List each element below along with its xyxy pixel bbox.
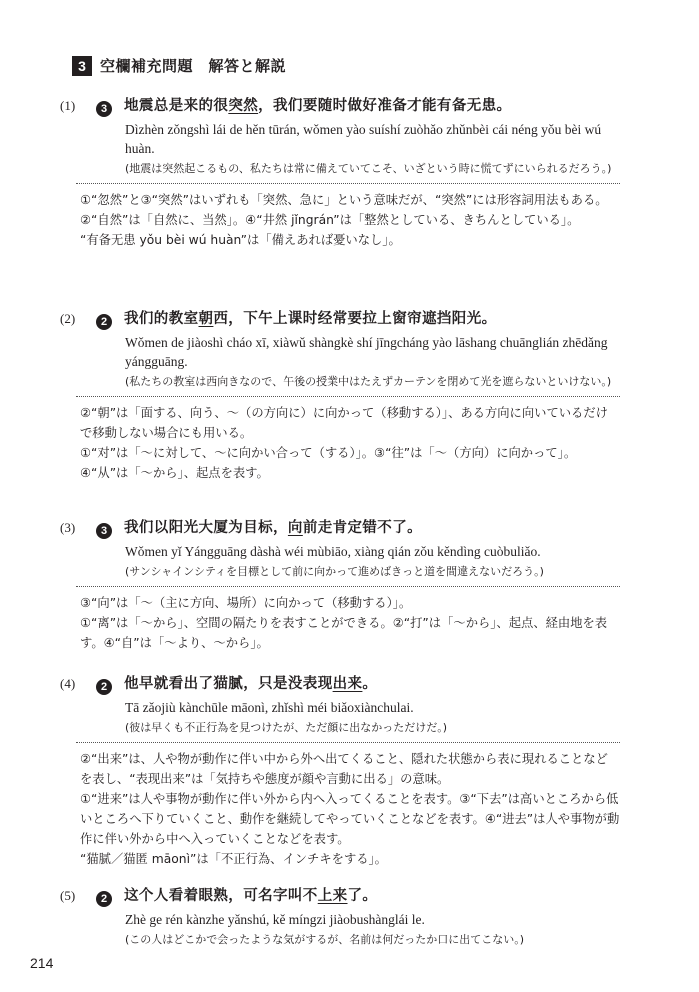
blank-answer: 朝 [198,311,214,327]
question-number: (5) [60,888,76,903]
japanese-translation: (彼は早くも不正行為を見つけたが、ただ顔に出なかっただけだ。) [125,721,448,734]
question-3 [60,516,620,653]
pinyin: Wǒmen de jiàoshì cháo xī, xiàwǔ shàngkè shí jīngcháng yào lāshang chuānglián zhēdǎng yángguāng. [125,335,608,369]
japanese-translation: (私たちの教室は西向きなので、午後の授業中はたえずカーテンを閉めて光を遮らないといけない。) [125,375,612,388]
question-number: (1) [60,98,76,113]
section-heading [72,55,286,76]
question-number: (3) [60,520,76,535]
divider [76,742,620,743]
answer-badge: 2 [96,679,112,695]
chinese-sentence: 他早就看出了猫腻，只是没表现出来。 [124,676,378,692]
question-5 [60,884,620,948]
japanese-translation: (この人はどこかで会ったような気がするが、名前は何だったか口に出てこない。) [125,933,525,946]
question-2 [60,307,620,483]
answer-badge: 3 [96,523,112,539]
explanation: ①“忽然”と③“突然”はいずれも「突然、急に」という意味だが、“突然”には形容詞用法もある。 ②“自然”は「自然に、当然」。④“井然 jǐngrán”は「整然としている、きちんとしている」。 “有备无患 yǒu bèi wú huàn”は「備えあれば憂いなし」。 [80,193,608,247]
question-4 [60,672,620,869]
answer-badge: 2 [96,891,112,907]
answer-badge: 3 [96,101,112,117]
explanation: ②“朝”は「面する、向う、〜（の方向に）に向かって（移動する）」、ある方向に向いているだけで移動しない場合にも用いる。 ①“对”は「〜に対して、〜に向かい合って（する）」。③“往”は「〜（方向）に向かって」。 ④“从”は「〜から」、起点を表す。 [80,406,608,480]
chinese-sentence: 地震总是来的很突然，我们要随时做好准备才能有备无患。 [124,98,512,114]
question-1 [60,94,620,250]
divider [76,586,620,587]
divider [76,396,620,397]
section-number-badge: 3 [72,56,92,76]
section-title: 空欄補充問題 解答と解説 [100,57,287,75]
blank-answer: 出来 [332,676,363,692]
chinese-sentence: 我们以阳光大厦为目标，向前走肯定错不了。 [124,520,423,536]
explanation: ③“向”は「〜（主に方向、場所）に向かって（移動する）」。 ①“离”は「〜から」、空間の隔たりを表すことができる。②“打”は「〜から」、起点、経由地を表す。④“自”は「〜より、〜から」。 [80,596,608,650]
blank-answer: 向 [287,520,303,536]
pinyin: Tā zǎojiù kànchūle māonì, zhǐshì méi biǎoxiànchulai. [125,700,414,715]
pinyin: Dìzhèn zǒngshì lái de hěn tūrán, wǒmen yào suíshí zuòhǎo zhǔnbèi cái néng yǒu bèi wú huàn. [125,122,602,156]
page-number: 214 [30,955,54,971]
japanese-translation: (地震は突然起こるもの、私たちは常に備えていてこそ、いざという時に慌てずにいられるだろう。) [125,162,612,175]
blank-answer: 上来 [317,888,348,904]
pinyin: Wǒmen yǐ Yángguāng dàshà wéi mùbiāo, xiàng qián zǒu kěndìng cuòbuliǎo. [125,544,541,559]
question-number: (2) [60,311,76,326]
pinyin: Zhè ge rén kànzhe yǎnshú, kě míngzi jiàobushànglái le. [125,912,425,927]
japanese-translation: (サンシャインシティを目標として前に向かって進めばきっと道を間違えないだろう。) [125,565,544,578]
chinese-sentence: 我们的教室朝西，下午上课时经常要拉上窗帘遮挡阳光。 [124,311,497,327]
blank-answer: 突然 [228,98,259,114]
divider [76,183,620,184]
chinese-sentence: 这个人看着眼熟，可名字叫不上来了。 [124,888,378,904]
question-number: (4) [60,676,76,691]
explanation: ②“出来”は、人や物が動作に伴い中から外へ出てくること、隠れた状態から表に現れることなどを表し、“表现出来”は「気持ちや態度が顔や言動に出る」の意味。 ①“进来”は人や事物が動作に伴い外から内へ入ってくることを表す。③“下去”は高いところから低いところへ下りていくこと、動作を継続してやっていくことなどを表す。④“进去”は人や事物が動作に伴い外から中へ入っていくことなどを表す。 “猫腻／猫匿 māonì”は「不正行為、インチキをする」。 [80,752,620,866]
answer-badge: 2 [96,314,112,330]
